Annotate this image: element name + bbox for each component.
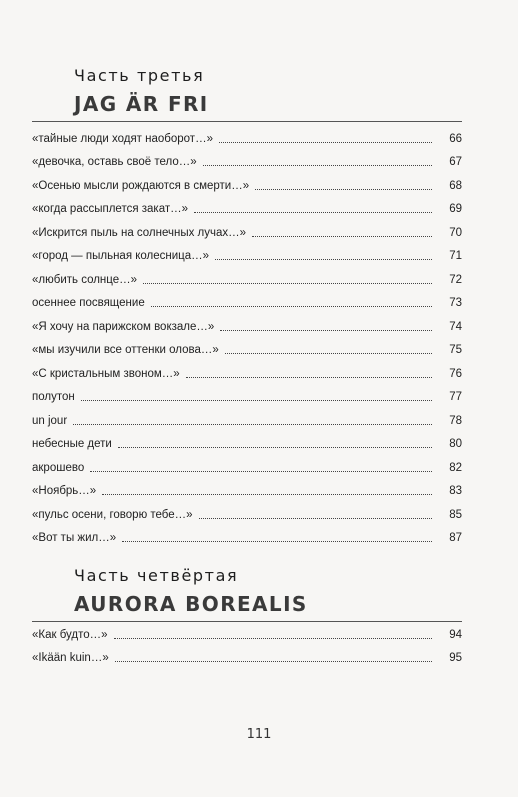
toc-leader [143, 283, 432, 284]
toc-entry-title: «мы изучили все оттенки олова…» [32, 344, 219, 356]
part3-title: JAG ÄR FRI [74, 92, 209, 116]
toc-leader [90, 471, 432, 472]
toc-leader [81, 400, 432, 401]
toc-entry-page: 76 [449, 367, 462, 380]
toc-leader [151, 306, 432, 307]
toc-entry-page: 82 [449, 461, 462, 474]
toc-leader [219, 142, 432, 143]
toc-leader [203, 165, 432, 166]
toc-entry [32, 122, 462, 146]
toc-entry [32, 146, 462, 170]
toc-entry [32, 498, 462, 522]
toc-entry [32, 475, 462, 499]
toc-leader [194, 212, 432, 213]
toc-leader [118, 447, 432, 448]
toc-entry-page: 74 [449, 320, 462, 333]
toc-entry [32, 216, 462, 240]
toc-entry-page: 69 [449, 203, 462, 215]
toc-entry-page: 85 [449, 508, 462, 521]
toc-leader [199, 518, 432, 519]
part4-toc [32, 618, 462, 665]
toc-entry-title: «Осенью мысли рождаются в смерти…» [32, 179, 250, 192]
toc-entry [32, 334, 462, 358]
toc-entry-title: un jour [32, 414, 68, 427]
toc-entry [32, 287, 462, 311]
toc-entry-title: «пульс осени, говорю тебе…» [32, 508, 193, 521]
toc-entry-title: «тайные люди ходят наоборот…» [32, 132, 213, 145]
toc-entry [32, 357, 462, 381]
part4-label: Часть четвёртая [74, 566, 239, 585]
toc-entry [32, 428, 462, 452]
toc-entry-page: 70 [449, 226, 462, 239]
toc-entry [32, 169, 462, 193]
toc-leader [215, 259, 432, 260]
toc-entry-title: акрошево [32, 461, 85, 474]
toc-leader [102, 494, 432, 495]
toc-leader [252, 236, 432, 237]
toc-entry-title: «когда рассыплется закат…» [32, 203, 189, 215]
part3-label: Часть третья [74, 66, 205, 85]
toc-entry-title: «Как будто…» [32, 628, 108, 641]
toc-entry [32, 193, 462, 217]
toc-entry-page: 95 [449, 652, 462, 664]
page-number: 111 [246, 727, 272, 742]
toc-entry [32, 381, 462, 405]
part4-title: AURORA BOREALIS [74, 592, 308, 616]
toc-entry-title: «город — пыльная колесница…» [32, 250, 210, 262]
toc-entry [32, 263, 462, 287]
toc-entry-title: «Вот ты жил…» [32, 532, 117, 544]
toc-entry-title: «Ноябрь…» [32, 485, 97, 497]
toc-leader [114, 638, 432, 639]
toc-entry [32, 522, 462, 546]
toc-leader [225, 353, 432, 354]
toc-entry-page: 68 [449, 179, 462, 192]
toc-leader [73, 424, 432, 425]
toc-leader [220, 330, 432, 331]
toc-entry-title: полутон [32, 391, 75, 403]
toc-leader [255, 189, 432, 190]
toc-entry-page: 77 [449, 391, 462, 403]
toc-entry-title: «любить солнце…» [32, 273, 138, 286]
toc-entry-title: «С кристальным звоном…» [32, 367, 180, 380]
toc-entry-title: «Я хочу на парижском вокзале…» [32, 320, 215, 333]
toc-entry-page: 94 [449, 628, 462, 641]
toc-entry-page: 87 [449, 532, 462, 544]
toc-entry [32, 240, 462, 264]
toc-entry [32, 310, 462, 334]
toc-entry-page: 78 [449, 414, 462, 427]
toc-entry-page: 73 [449, 297, 462, 309]
toc-entry-page: 66 [449, 132, 462, 145]
toc-entry-title: «Искрится пыль на солнечных лучах…» [32, 226, 247, 239]
toc-leader [115, 661, 432, 662]
toc-entry-page: 83 [449, 485, 462, 497]
toc-entry [32, 451, 462, 475]
toc-entry-page: 75 [449, 344, 462, 356]
toc-entry-title: небесные дети [32, 438, 112, 450]
toc-entry-page: 67 [449, 156, 462, 168]
toc-entry-page: 72 [449, 273, 462, 286]
toc-entry [32, 618, 462, 642]
toc-entry-page: 71 [449, 250, 462, 262]
toc-entry-title: «девочка, оставь своё тело…» [32, 156, 197, 168]
toc-entry-page: 80 [449, 438, 462, 450]
toc-entry [32, 642, 462, 666]
part3-toc [32, 122, 462, 545]
toc-leader [186, 377, 432, 378]
toc-entry-title: осеннее посвящение [32, 297, 145, 309]
toc-entry [32, 404, 462, 428]
toc-entry-title: «Ikään kuin…» [32, 652, 109, 664]
toc-leader [122, 541, 432, 542]
